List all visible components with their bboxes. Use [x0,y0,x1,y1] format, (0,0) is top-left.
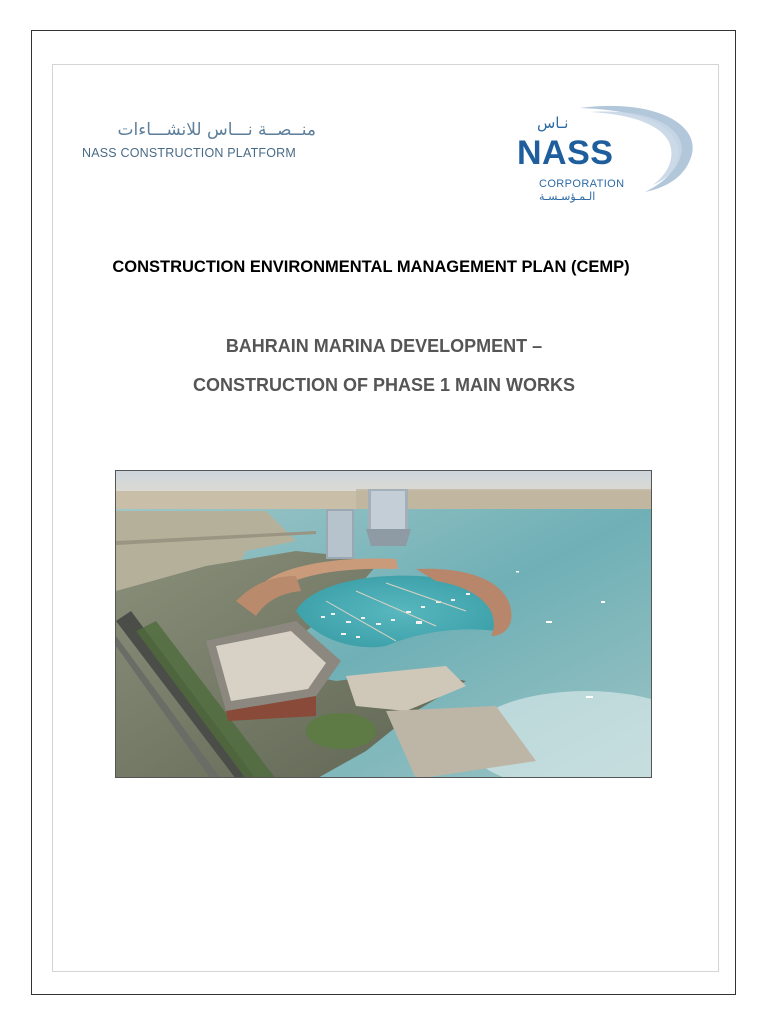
marina-aerial-render-image [115,470,652,778]
nass-logo-corporation-arabic-text: الـمـؤسـسـة [539,190,596,203]
project-subtitle-line-1: BAHRAIN MARINA DEVELOPMENT – [225,336,543,356]
nass-logo-corporation-text: CORPORATION [539,178,625,190]
nass-logo-arabic-text: نـاس [537,114,569,132]
project-subtitle-line-2: CONSTRUCTION OF PHASE 1 MAIN WORKS [192,375,575,395]
nass-logo-wordmark: NASS [517,134,614,172]
platform-logo-arabic-text: منــصــة نـــاس للانشـــاءات [117,120,316,140]
marina-render-illustration [116,471,652,778]
nass-corporation-logo [505,100,700,205]
platform-logo-english-text: NASS CONSTRUCTION PLATFORM [82,146,297,160]
nass-construction-platform-logo [80,120,320,165]
document-title: CONSTRUCTION ENVIRONMENTAL MANAGEMENT PLAN (CEMP) [112,258,630,276]
